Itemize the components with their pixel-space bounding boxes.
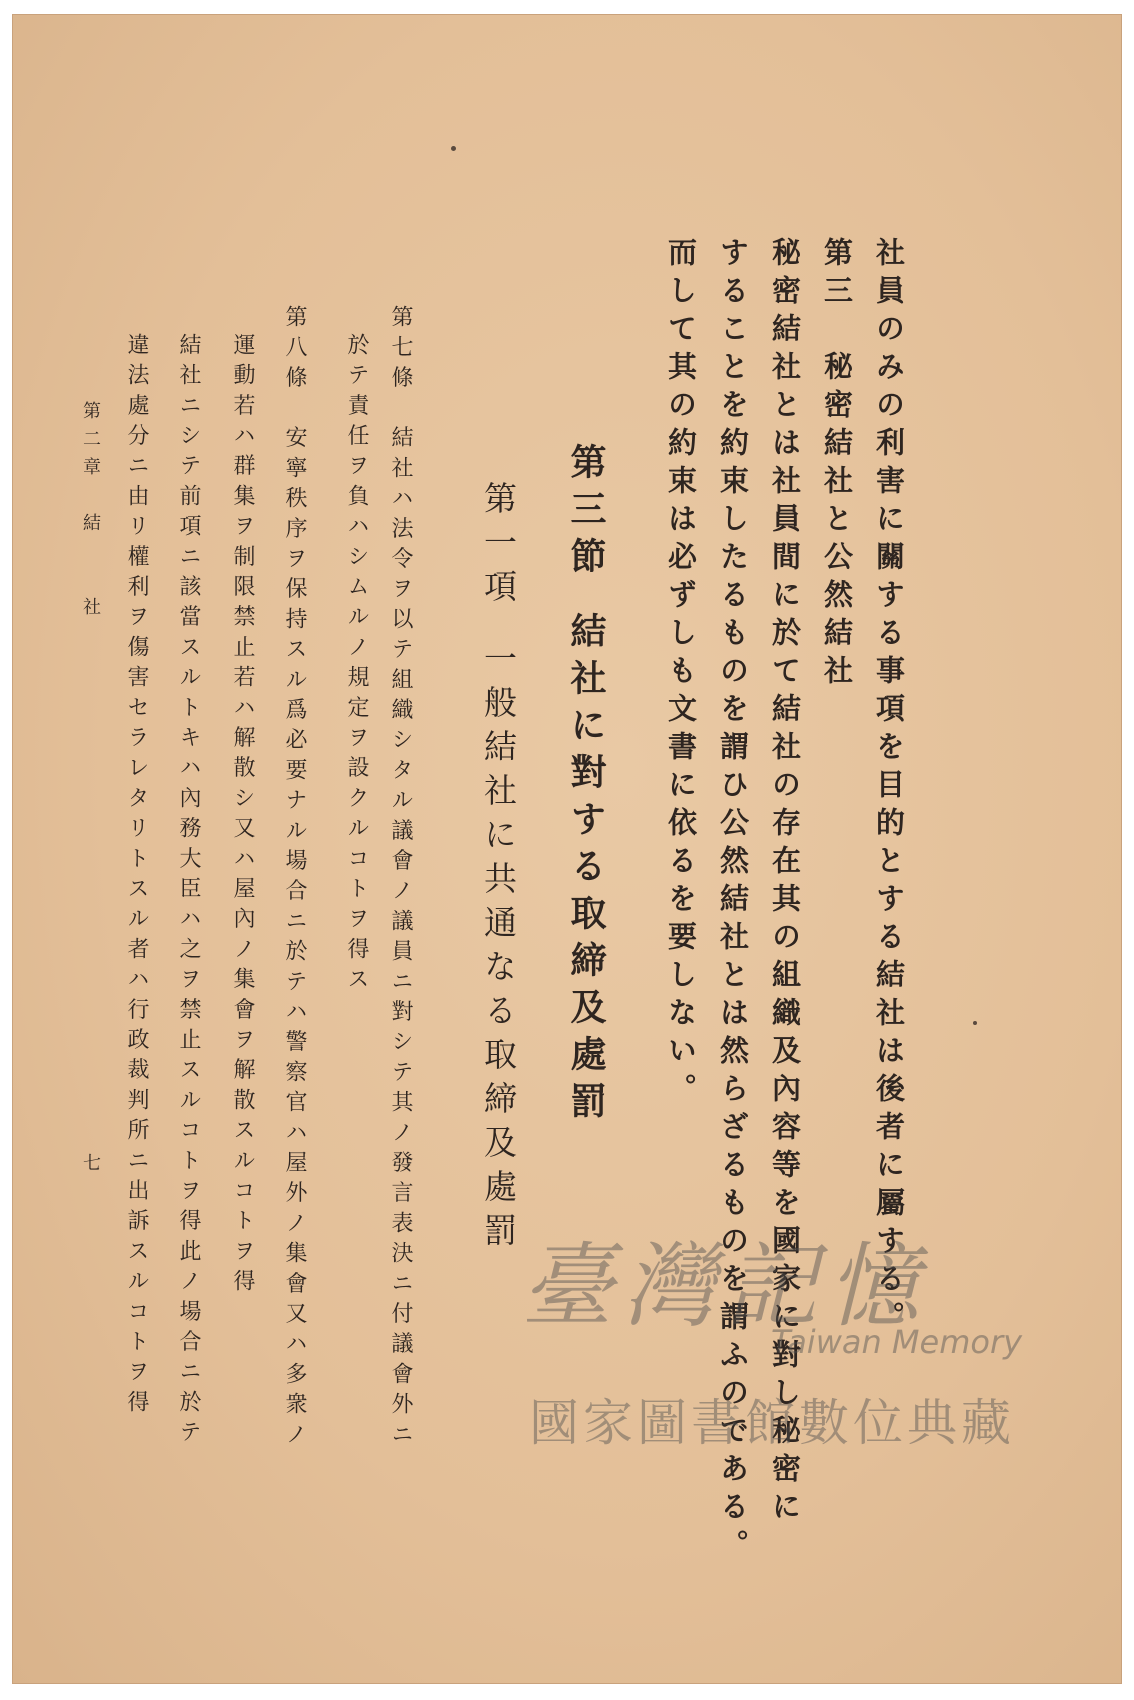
article-8-line-3: 結社ニシテ前項ニ該當スルトキハ內務大臣ハ之ヲ禁止スルコトヲ得此ノ場合ニ於テ [176,333,201,1451]
watermark-library-name: 國家圖書館數位典藏 [529,1394,1015,1452]
section-heading [561,443,612,1129]
article-8-line-1: 第八條 安寧秩序ヲ保持スル爲必要ナル場合ニ於テハ警察官ハ屋外ノ集會又ハ多衆ノ [282,305,307,1453]
watermark-english-text: Taiwan Memory [771,1323,1023,1361]
main-text-column-3: 秘密結社とは社員間に於て結社の存在其の組織及內容等を國家に對し秘密に [768,237,802,1529]
article-8-line-4: 違法處分ニ由リ權利ヲ傷害セラレタリトスル者ハ行政裁判所ニ出訴スルコトヲ得 [124,333,149,1421]
paper-speck [451,146,456,151]
main-text-heading-secret-societies: 第三 秘密結社と公然結社 [820,237,854,693]
page-number: 七 [80,1153,101,1181]
subsection-title: 一般結社に共通なる取締及處罰 [479,641,518,1257]
subsection-number: 第一項 [479,481,518,613]
article-7-line-2: 於テ責任ヲ負ハシムルノ規定ヲ設クルコトヲ得ス [344,333,369,998]
subsection-heading [475,481,522,1257]
library-watermark [521,1213,1081,1473]
chapter-running-head: 第二章 結 社 [80,401,101,625]
article-7-line-1: 第七條 結社ハ法令ヲ以テ組織シタル議會ノ議員ニ對シテ其ノ發言表決ニ付議會外ニ [388,305,413,1453]
article-8-line-2: 運動若ハ群集ヲ制限禁止若ハ解散シ又ハ屋內ノ集會ヲ解散スルコトヲ得 [230,333,255,1300]
main-text-column-4: することを約束したるものを謂ひ公然結社とは然らざるものを謂ふのである。 [716,237,750,1567]
section-number: 第三節 [565,443,607,584]
section-title: 結社に對する取締及處罰 [565,612,607,1129]
watermark-main-text: 臺灣記憶 [521,1233,930,1340]
book-page [12,14,1122,1684]
main-text-column-5: 而して其の約束は必ずしも文書に依るを要しない。 [664,237,698,1111]
main-text-column-1: 社員のみの利害に關する事項を目的とする結社は後者に屬する。 [872,237,906,1339]
paper-speck [973,1021,977,1025]
